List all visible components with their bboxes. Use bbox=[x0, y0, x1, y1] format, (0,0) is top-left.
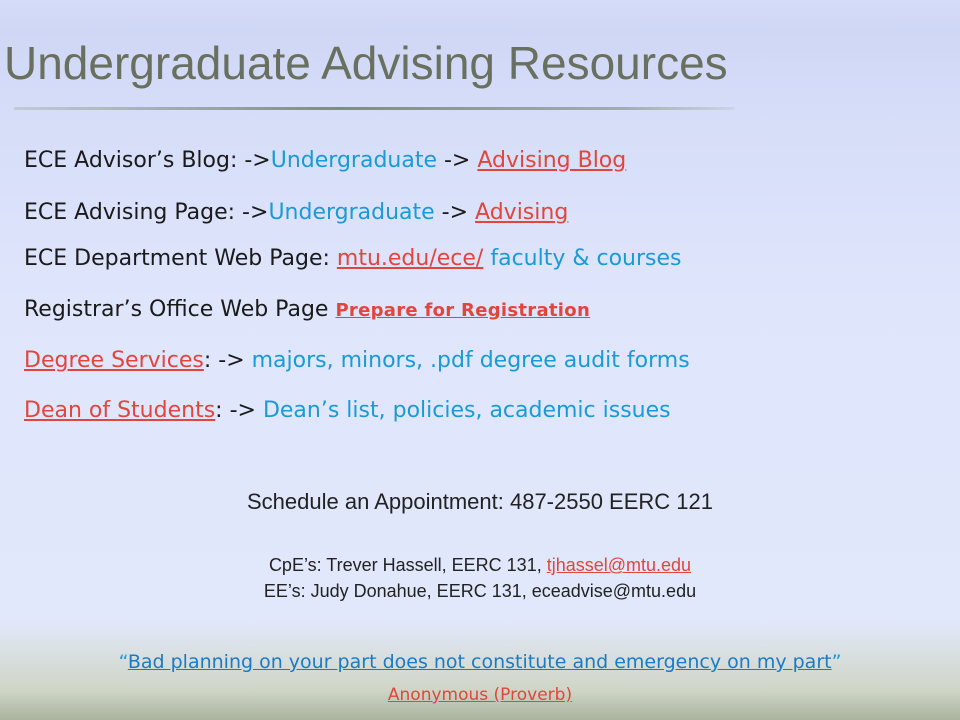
department-page-label: ECE Department Web Page: bbox=[24, 246, 337, 271]
title-underline bbox=[14, 107, 734, 110]
degree-services-note: majors, minors, .pdf degree audit forms bbox=[251, 348, 690, 373]
dean-label: : -> bbox=[215, 398, 263, 423]
quote-open-mark: “ bbox=[118, 651, 128, 673]
department-page-line bbox=[24, 246, 682, 271]
dean-line bbox=[24, 398, 671, 423]
degree-services-line bbox=[24, 348, 690, 373]
quote-link[interactable]: Bad planning on your part does not constitute and emergency on my part bbox=[127, 651, 832, 673]
quote bbox=[0, 651, 960, 673]
dean-of-students-link[interactable]: Dean of Students bbox=[24, 398, 216, 423]
ee-contact: EE’s: Judy Donahue, EERC 131, eceadvise@mtu.edu bbox=[263, 581, 697, 601]
advisor-blog-label: ECE Advisor’s Blog: -> bbox=[24, 148, 271, 173]
advising-page-label: ECE Advising Page: -> bbox=[24, 200, 269, 225]
advising-blog-link[interactable]: Advising Blog bbox=[477, 148, 627, 173]
degree-services-link[interactable]: Degree Services bbox=[24, 348, 204, 373]
quote-close-mark: ” bbox=[831, 651, 842, 673]
advisor-blog-arrow: -> bbox=[437, 148, 478, 173]
quote-attribution bbox=[0, 685, 960, 705]
advisor-blog-path: Undergraduate bbox=[270, 148, 437, 173]
advising-page-line bbox=[24, 200, 568, 225]
cpe-contact-text: CpE’s: Trever Hassell, EERC 131, bbox=[268, 555, 547, 575]
dean-note: Dean’s list, policies, academic issues bbox=[262, 398, 671, 423]
registrar-label: Registrar’s Office Web Page bbox=[24, 297, 336, 322]
registrar-line bbox=[24, 297, 590, 322]
cpe-contact bbox=[0, 555, 960, 576]
cpe-email-link[interactable]: tjhassel@mtu.edu bbox=[546, 555, 692, 575]
advisor-blog-line bbox=[24, 148, 626, 173]
attribution-link[interactable]: Anonymous (Proverb) bbox=[387, 685, 573, 705]
prepare-registration-link[interactable]: Prepare for Registration bbox=[335, 300, 591, 321]
advising-page-arrow: -> bbox=[434, 200, 476, 225]
advising-page-path: Undergraduate bbox=[268, 200, 435, 225]
page-title: Undergraduate Advising Resources bbox=[4, 37, 728, 89]
department-page-link[interactable]: mtu.edu/ece/ bbox=[336, 246, 484, 271]
department-page-note: faculty & courses bbox=[483, 246, 682, 271]
advising-link[interactable]: Advising bbox=[475, 200, 569, 225]
appointment-info: Schedule an Appointment: 487-2550 EERC 121 bbox=[247, 489, 713, 514]
degree-services-label: : -> bbox=[203, 348, 252, 373]
